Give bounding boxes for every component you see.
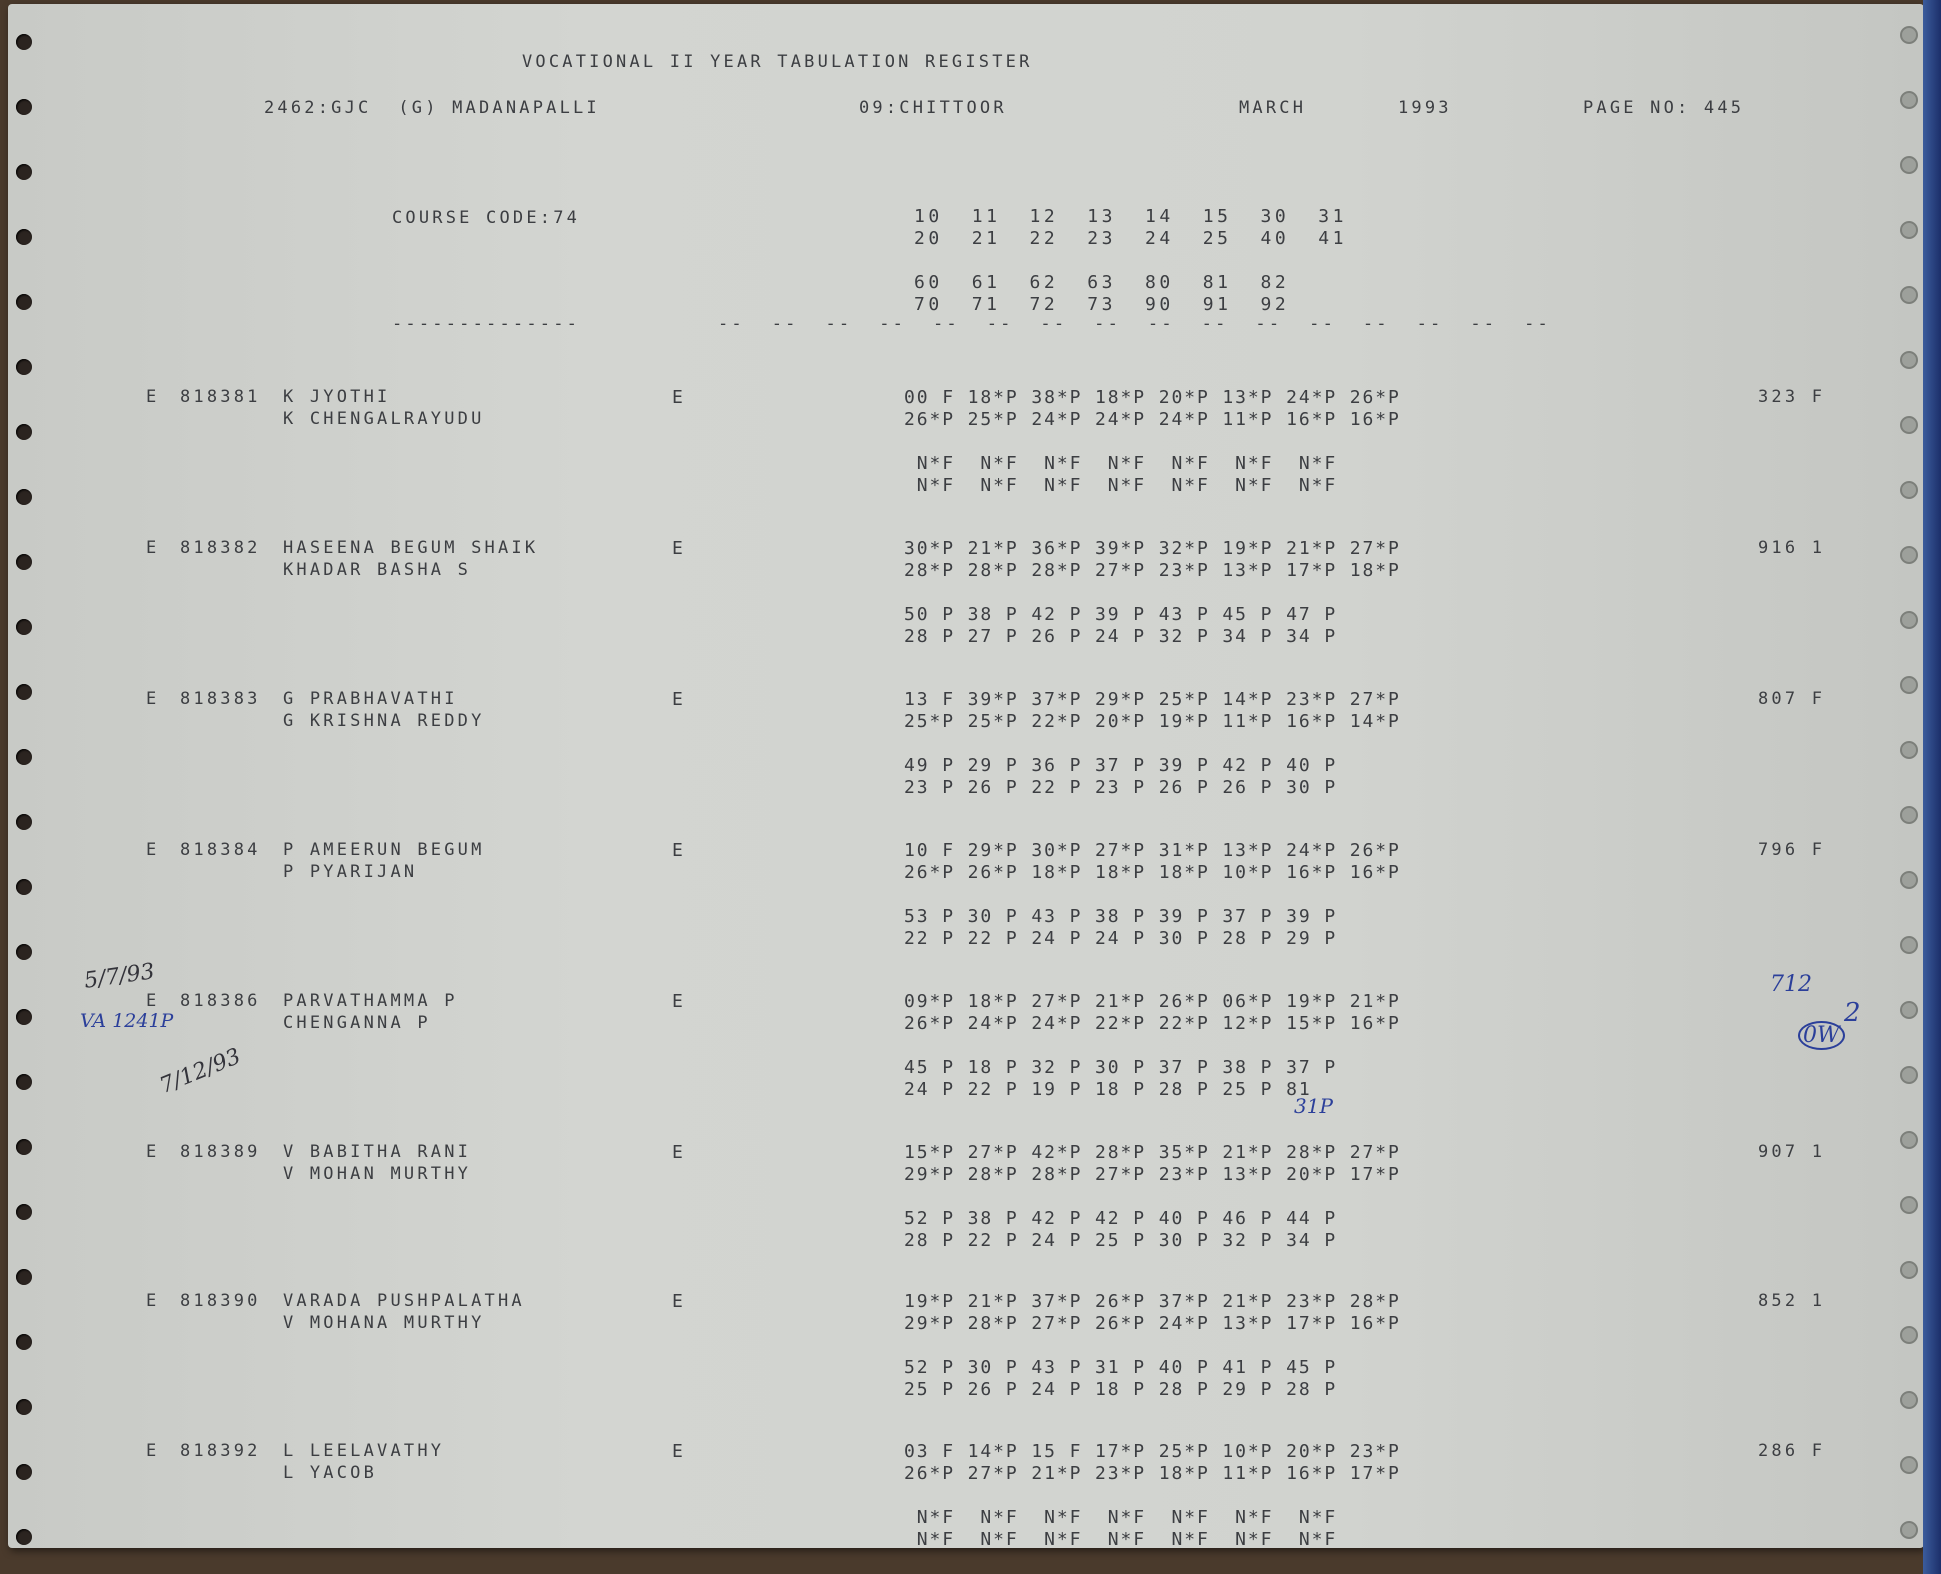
medium: E: [672, 689, 685, 710]
tractor-hole: [1900, 351, 1918, 369]
handwritten-right-number: 2: [1844, 998, 1861, 1028]
student-category: E: [146, 387, 160, 407]
marks-row-1: 15*P 27*P 42*P 28*P 35*P 21*P 28*P 27*P: [904, 1142, 1401, 1163]
student-name: G PRABHAVATHI: [283, 689, 458, 709]
handwritten-withheld-mark: [1770, 996, 1845, 1075]
handwritten-date: 5/7/93: [82, 959, 157, 994]
tractor-hole: [16, 1269, 32, 1285]
tractor-hole: [1900, 676, 1918, 694]
total-and-result: 807 F: [1758, 689, 1826, 709]
register-sheet: [8, 4, 1924, 1548]
marks-row-4: N*F N*F N*F N*F N*F N*F N*F: [904, 475, 1338, 496]
roll-number: 818382: [180, 538, 261, 558]
total-and-result: 852 1: [1758, 1291, 1826, 1311]
tractor-hole: [1900, 286, 1918, 304]
subject-codes-row-2: 20 21 22 23 24 25 40 41: [914, 228, 1348, 249]
tractor-hole: [1900, 416, 1918, 434]
subject-codes-row-4: 70 71 72 73 90 91 92: [914, 294, 1290, 315]
marks-row-4: N*F N*F N*F N*F N*F N*F N*F: [904, 1529, 1338, 1550]
student-category: E: [146, 1291, 160, 1311]
father-name: P PYARIJAN: [283, 862, 418, 882]
student-name: HASEENA BEGUM SHAIK: [283, 538, 539, 558]
tractor-hole: [1900, 1001, 1918, 1019]
tractor-hole: [1900, 481, 1918, 499]
student-category: E: [146, 991, 160, 1011]
subject-codes-row-1: 10 11 12 13 14 15 30 31: [914, 206, 1348, 227]
marks-row-3: 49 P 29 P 36 P 37 P 39 P 42 P 40 P: [904, 755, 1338, 776]
tractor-hole: [16, 1334, 32, 1350]
header-rule-right: -- -- -- -- -- -- -- -- -- -- -- -- -- -- -- --: [718, 314, 1551, 334]
exam-month: MARCH: [1239, 98, 1307, 118]
withheld-circle: 0W: [1798, 1021, 1845, 1050]
total-and-result: 907 1: [1758, 1142, 1826, 1162]
tractor-hole: [16, 489, 32, 505]
left-tractor-holes: [8, 4, 38, 1548]
marks-row-3: 52 P 30 P 43 P 31 P 40 P 41 P 45 P: [904, 1357, 1338, 1378]
student-name: PARVATHAMMA P: [283, 991, 458, 1011]
marks-row-3: 53 P 30 P 43 P 38 P 39 P 37 P 39 P: [904, 906, 1338, 927]
marks-row-3: 52 P 38 P 42 P 42 P 40 P 46 P 44 P: [904, 1208, 1338, 1229]
medium: E: [672, 840, 685, 861]
tractor-hole: [16, 1529, 32, 1545]
tractor-hole: [1900, 26, 1918, 44]
marks-row-3: 50 P 38 P 42 P 39 P 43 P 45 P 47 P: [904, 604, 1338, 625]
marks-row-1: 13 F 39*P 37*P 29*P 25*P 14*P 23*P 27*P: [904, 689, 1401, 710]
page-number: PAGE NO: 445: [1583, 98, 1745, 118]
marks-row-1: 19*P 21*P 37*P 26*P 37*P 21*P 23*P 28*P: [904, 1291, 1401, 1312]
college-name: 2462:GJC (G) MADANAPALLI: [264, 98, 600, 118]
marks-row-4: 28 P 27 P 26 P 24 P 32 P 34 P 34 P: [904, 626, 1338, 647]
tractor-hole: [1900, 1261, 1918, 1279]
marks-row-2: 29*P 28*P 28*P 27*P 23*P 13*P 20*P 17*P: [904, 1164, 1401, 1185]
student-name: V BABITHA RANI: [283, 1142, 472, 1162]
roll-number: 818390: [180, 1291, 261, 1311]
student-category: E: [146, 689, 160, 709]
tractor-hole: [16, 1399, 32, 1415]
student-name: P AMEERUN BEGUM: [283, 840, 485, 860]
subject-codes-row-3: 60 61 62 63 80 81 82: [914, 272, 1290, 293]
student-name: K JYOTHI: [283, 387, 391, 407]
tractor-hole: [1900, 546, 1918, 564]
marks-row-3: N*F N*F N*F N*F N*F N*F N*F: [904, 1507, 1338, 1528]
marks-row-2: 26*P 24*P 24*P 22*P 22*P 12*P 15*P 16*P: [904, 1013, 1401, 1034]
marks-row-4: 24 P 22 P 19 P 18 P 28 P 25 P 81: [904, 1079, 1312, 1100]
medium: E: [672, 991, 685, 1012]
roll-number: 818384: [180, 840, 261, 860]
student-category: E: [146, 538, 160, 558]
tractor-hole: [1900, 611, 1918, 629]
tractor-hole: [1900, 936, 1918, 954]
tractor-hole: [1900, 741, 1918, 759]
tractor-hole: [1900, 1326, 1918, 1344]
marks-row-3: 45 P 18 P 32 P 30 P 37 P 38 P 37 P: [904, 1057, 1338, 1078]
medium: E: [672, 1142, 685, 1163]
tractor-hole: [1900, 871, 1918, 889]
marks-row-2: 26*P 27*P 21*P 23*P 18*P 11*P 16*P 17*P: [904, 1463, 1401, 1484]
father-name: V MOHAN MURTHY: [283, 1164, 472, 1184]
student-category: E: [146, 840, 160, 860]
roll-number: 818392: [180, 1441, 261, 1461]
district-name: 09:CHITTOOR: [859, 98, 1007, 118]
father-name: K CHENGALRAYUDU: [283, 409, 485, 429]
course-code: COURSE CODE:74: [392, 208, 581, 228]
tractor-hole: [1900, 91, 1918, 109]
marks-row-4: 23 P 26 P 22 P 23 P 26 P 26 P 30 P: [904, 777, 1338, 798]
medium: E: [672, 387, 685, 408]
total-and-result: 916 1: [1758, 538, 1826, 558]
tractor-hole: [16, 1074, 32, 1090]
tractor-hole: [1900, 1066, 1918, 1084]
father-name: G KRISHNA REDDY: [283, 711, 485, 731]
total-and-result: 323 F: [1758, 387, 1826, 407]
tractor-hole: [16, 34, 32, 50]
tractor-hole: [16, 684, 32, 700]
student-category: E: [146, 1441, 160, 1461]
tractor-hole: [1900, 806, 1918, 824]
total-and-result: 796 F: [1758, 840, 1826, 860]
marks-row-4: 25 P 26 P 24 P 18 P 28 P 29 P 28 P: [904, 1379, 1338, 1400]
father-name: KHADAR BASHA S: [283, 560, 472, 580]
student-category: E: [146, 1142, 160, 1162]
marks-row-1: 03 F 14*P 15 F 17*P 25*P 10*P 20*P 23*P: [904, 1441, 1401, 1462]
tractor-hole: [1900, 156, 1918, 174]
roll-number: 818381: [180, 387, 261, 407]
marks-row-2: 28*P 28*P 28*P 27*P 23*P 13*P 17*P 18*P: [904, 560, 1401, 581]
tractor-hole: [1900, 1521, 1918, 1539]
tractor-hole: [1900, 1196, 1918, 1214]
medium: E: [672, 538, 685, 559]
tractor-hole: [1900, 1391, 1918, 1409]
tractor-hole: [16, 814, 32, 830]
tractor-hole: [16, 1204, 32, 1220]
tractor-hole: [16, 229, 32, 245]
marks-row-1: 10 F 29*P 30*P 27*P 31*P 13*P 24*P 26*P: [904, 840, 1401, 861]
marks-row-3: N*F N*F N*F N*F N*F N*F N*F: [904, 453, 1338, 474]
handwritten-va-note: VA 1241P: [80, 1010, 174, 1032]
father-name: CHENGANNA P: [283, 1013, 431, 1033]
marks-row-1: 30*P 21*P 36*P 39*P 32*P 19*P 21*P 27*P: [904, 538, 1401, 559]
header-rule-left: --------------: [392, 314, 581, 334]
tractor-hole: [16, 1009, 32, 1025]
handwritten-signature-date: 7/12/93: [156, 1044, 245, 1099]
tractor-hole: [16, 359, 32, 375]
register-title: VOCATIONAL II YEAR TABULATION REGISTER: [522, 52, 1033, 72]
medium: E: [672, 1291, 685, 1312]
handwritten-revised-mark: 31P: [1294, 1094, 1333, 1118]
roll-number: 818383: [180, 689, 261, 709]
marks-row-4: 28 P 22 P 24 P 25 P 30 P 32 P 34 P: [904, 1230, 1338, 1251]
blue-cloth-edge: [1923, 0, 1941, 1574]
tractor-hole: [16, 749, 32, 765]
father-name: L YACOB: [283, 1463, 378, 1483]
handwritten-right-note: 712: [1770, 972, 1812, 997]
marks-row-1: 00 F 18*P 38*P 18*P 20*P 13*P 24*P 26*P: [904, 387, 1401, 408]
tractor-hole: [1900, 221, 1918, 239]
exam-year: 1993: [1398, 98, 1452, 118]
tractor-hole: [1900, 1131, 1918, 1149]
roll-number: 818389: [180, 1142, 261, 1162]
marks-row-4: 22 P 22 P 24 P 24 P 30 P 28 P 29 P: [904, 928, 1338, 949]
marks-row-1: 09*P 18*P 27*P 21*P 26*P 06*P 19*P 21*P: [904, 991, 1401, 1012]
marks-row-2: 29*P 28*P 27*P 26*P 24*P 13*P 17*P 16*P: [904, 1313, 1401, 1334]
student-name: L LEELAVATHY: [283, 1441, 445, 1461]
right-tractor-holes: [1894, 4, 1924, 1548]
student-name: VARADA PUSHPALATHA: [283, 1291, 525, 1311]
tractor-hole: [16, 294, 32, 310]
tractor-hole: [16, 1139, 32, 1155]
marks-row-2: 25*P 25*P 22*P 20*P 19*P 11*P 16*P 14*P: [904, 711, 1401, 732]
tractor-hole: [16, 424, 32, 440]
tractor-hole: [16, 944, 32, 960]
tractor-hole: [1900, 1456, 1918, 1474]
father-name: V MOHANA MURTHY: [283, 1313, 485, 1333]
tractor-hole: [16, 99, 32, 115]
tractor-hole: [16, 619, 32, 635]
tractor-hole: [16, 164, 32, 180]
tractor-hole: [16, 1464, 32, 1480]
tractor-hole: [16, 879, 32, 895]
roll-number: 818386: [180, 991, 261, 1011]
marks-row-2: 26*P 25*P 24*P 24*P 24*P 11*P 16*P 16*P: [904, 409, 1401, 430]
medium: E: [672, 1441, 685, 1462]
marks-row-2: 26*P 26*P 18*P 18*P 18*P 10*P 16*P 16*P: [904, 862, 1401, 883]
total-and-result: 286 F: [1758, 1441, 1826, 1461]
tractor-hole: [16, 554, 32, 570]
